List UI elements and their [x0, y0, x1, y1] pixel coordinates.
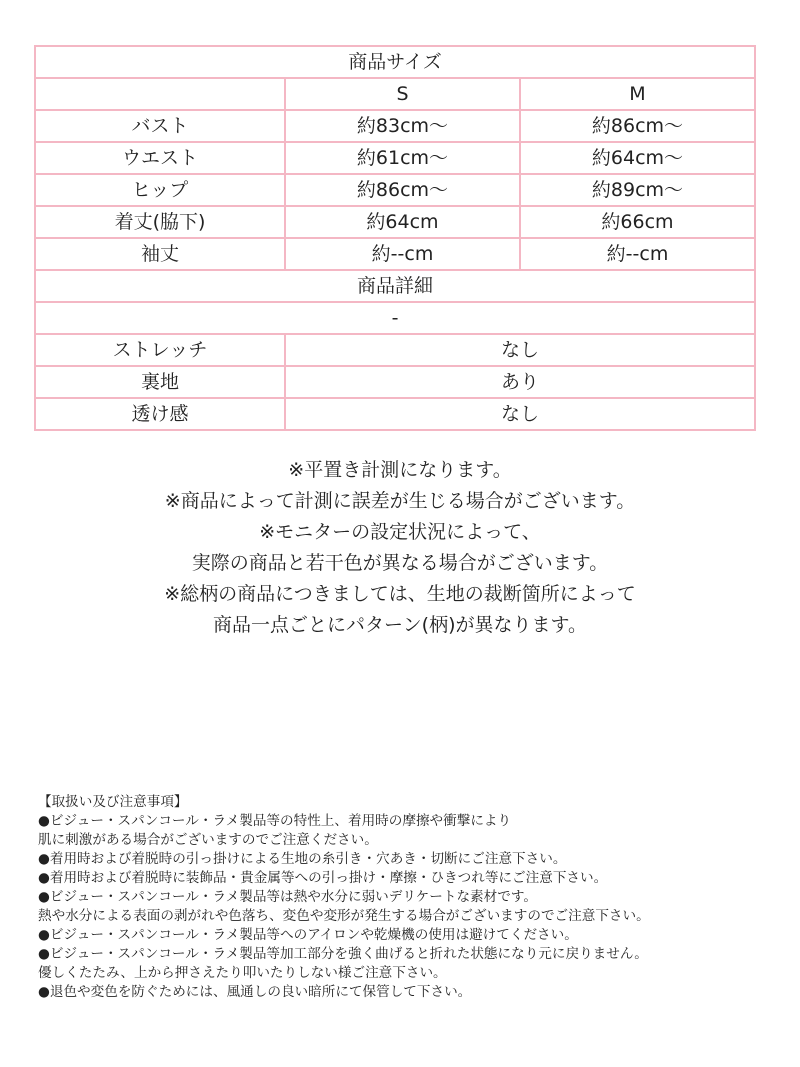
cell-sleeve-m: 約--cm — [520, 238, 755, 270]
row-label-bust: バスト — [35, 110, 285, 142]
note-line: ※モニターの設定状況によって、 — [259, 521, 541, 543]
cell-waist-s: 約61cm～ — [285, 142, 520, 174]
table-row — [35, 142, 755, 174]
measurement-notes — [0, 455, 800, 641]
table-row — [35, 110, 755, 142]
care-line: 肌に刺激がある場合がございますのでご注意ください。 — [38, 832, 378, 848]
table-row — [35, 334, 755, 366]
cell-stretch: なし — [285, 334, 755, 366]
cell-lining: あり — [285, 366, 755, 398]
table-row — [35, 238, 755, 270]
cell-hip-s: 約86cm～ — [285, 174, 520, 206]
detail-description: - — [35, 302, 755, 334]
row-label-hip: ヒップ — [35, 174, 285, 206]
table-row — [35, 206, 755, 238]
table-row — [35, 270, 755, 302]
table-row — [35, 302, 755, 334]
detail-table-title: 商品詳細 — [35, 270, 755, 302]
note-line: 商品一点ごとにパターン(柄)が異なります。 — [213, 614, 587, 636]
care-line: ●着用時および着脱時に装飾品・貴金属等への引っ掛け・摩擦・ひきつれ等にご注意下さい。 — [38, 870, 608, 886]
note-line: ※平置き計測になります。 — [288, 459, 512, 481]
note-line: ※総柄の商品につきましては、生地の裁断箇所によって — [164, 583, 636, 605]
table-row — [35, 46, 755, 78]
column-header-blank — [35, 78, 285, 110]
care-line: ●退色や変色を防ぐためには、風通しの良い暗所にて保管して下さい。 — [38, 984, 472, 1000]
size-table-title: 商品サイズ — [35, 46, 755, 78]
care-line: ●ビジュー・スパンコール・ラメ製品等の特性上、着用時の摩擦や衝撃により — [38, 813, 512, 829]
table-row — [35, 366, 755, 398]
row-label-lining: 裏地 — [35, 366, 285, 398]
cell-length-s: 約64cm — [285, 206, 520, 238]
care-line: ●ビジュー・スパンコール・ラメ製品等は熱や水分に弱いデリケートな素材です。 — [38, 889, 537, 905]
table-row — [35, 78, 755, 110]
cell-bust-m: 約86cm～ — [520, 110, 755, 142]
cell-waist-m: 約64cm～ — [520, 142, 755, 174]
care-heading: 【取扱い及び注意事項】 — [38, 794, 188, 810]
row-label-stretch: ストレッチ — [35, 334, 285, 366]
column-header-s: S — [285, 78, 520, 110]
cell-sheerness: なし — [285, 398, 755, 430]
note-line: 実際の商品と若干色が異なる場合がございます。 — [191, 552, 609, 574]
row-label-sleeve: 袖丈 — [35, 238, 285, 270]
note-line: ※商品によって計測に誤差が生じる場合がございます。 — [164, 490, 636, 512]
row-label-length: 着丈(脇下) — [35, 206, 285, 238]
row-label-waist: ウエスト — [35, 142, 285, 174]
cell-hip-m: 約89cm～ — [520, 174, 755, 206]
table-row — [35, 174, 755, 206]
cell-sleeve-s: 約--cm — [285, 238, 520, 270]
cell-length-m: 約66cm — [520, 206, 755, 238]
row-label-sheerness: 透け感 — [35, 398, 285, 430]
care-line: 熱や水分による表面の剥がれや色落ち、変色や変形が発生する場合がございますのでご注意下さい。 — [38, 908, 650, 924]
care-line: ●ビジュー・スパンコール・ラメ製品等加工部分を強く曲げると折れた状態になり元に戻りません。 — [38, 946, 648, 962]
product-size-table — [34, 45, 756, 431]
care-line: ●着用時および着脱時の引っ掛けによる生地の糸引き・穴あき・切断にご注意下さい。 — [38, 851, 567, 867]
cell-bust-s: 約83cm～ — [285, 110, 520, 142]
table-row — [35, 398, 755, 430]
care-line: 優しくたたみ、上から押さえたり叩いたりしない様ご注意下さい。 — [38, 965, 447, 981]
care-line: ●ビジュー・スパンコール・ラメ製品等へのアイロンや乾燥機の使用は避けてください。 — [38, 927, 578, 943]
care-instructions — [38, 793, 778, 1002]
column-header-m: M — [520, 78, 755, 110]
